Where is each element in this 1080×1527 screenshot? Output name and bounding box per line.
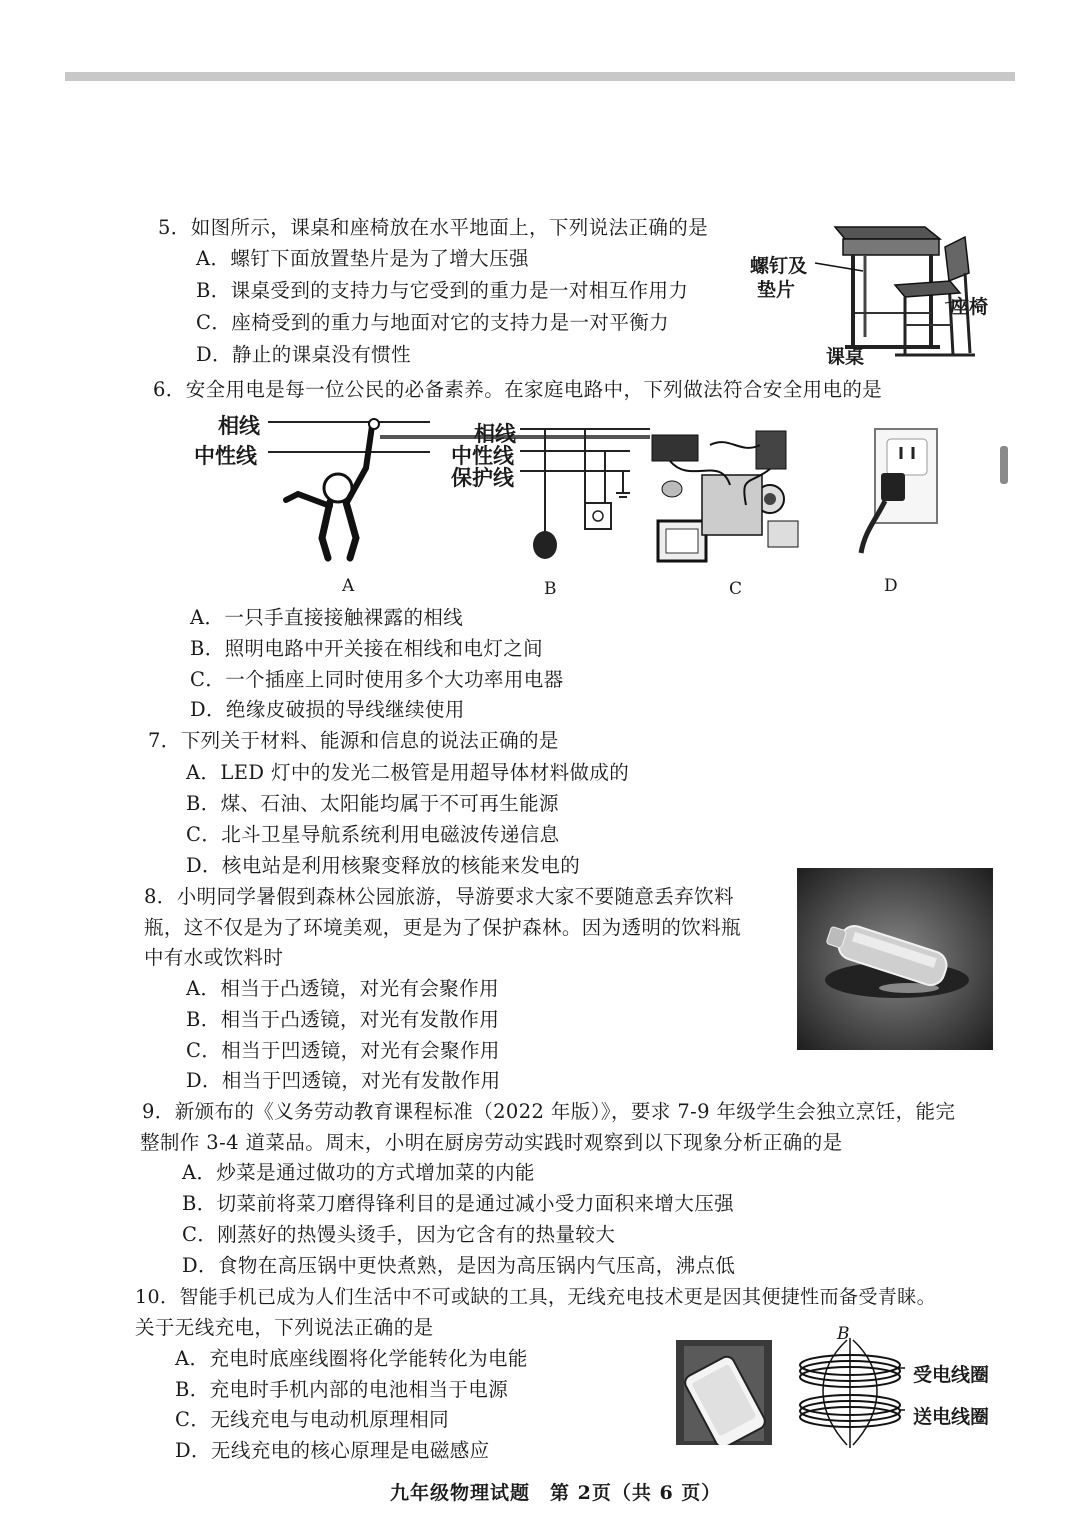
q6-caption-c: C: [729, 579, 743, 599]
q6-a-label-neutral: 中性线: [194, 444, 257, 468]
q6-caption-a: A: [342, 576, 355, 596]
q9-stem-line1: 9．新颁布的《义务劳动教育课程标准（2022 年版）》，要求 7-9 年级学生会独立烹饪，能完: [142, 1100, 956, 1123]
q6-option-c: C．一个插座上同时使用多个大功率用电器: [190, 668, 564, 691]
q8-option-d: D．相当于凹透镜，对光有发散作用: [186, 1069, 501, 1092]
bottle-photo: [797, 868, 993, 1050]
q9-option-b: B．切菜前将菜刀磨得锋利目的是通过减小受力面积来增大压强: [182, 1192, 735, 1215]
q8-stem-line3: 中有水或饮料时: [144, 946, 284, 969]
q10-option-b: B．充电时手机内部的电池相当于电源: [175, 1378, 509, 1401]
top-border: [65, 72, 1015, 81]
q8-stem-line1: 8．小明同学暑假到森林公园旅游，导游要求大家不要随意丢弃饮料: [144, 885, 734, 908]
q6-option-d: D．绝缘皮破损的导线继续使用: [190, 698, 465, 721]
q10-option-c: C．无线充电与电动机原理相同: [175, 1408, 450, 1431]
q6-stem: 6．安全用电是每一位公民的必备素养。在家庭电路中，下列做法符合安全用电的是: [153, 378, 883, 401]
q10-stem-line2: 关于无线充电，下列说法正确的是: [135, 1316, 434, 1339]
q10-option-a: A．充电时底座线圈将化学能转化为电能: [175, 1347, 528, 1370]
q8-option-b: B．相当于凸透镜，对光有发散作用: [186, 1008, 500, 1031]
scrollbar-thumb[interactable]: [1000, 446, 1008, 484]
q5-option-c: C．座椅受到的重力与地面对它的支持力是一对平衡力: [196, 311, 670, 334]
q10-label-field: B: [837, 1324, 850, 1344]
q5-label-chair: 座椅: [950, 296, 989, 318]
q6-caption-b: B: [544, 579, 557, 599]
q10-label-receive-coil: 受电线圈: [913, 1364, 990, 1386]
q6-figure-d: [835, 425, 945, 555]
q10-stem-line1: 10．智能手机已成为人们生活中不可或缺的工具，无线充电技术更是因其便捷性而备受青睐。: [135, 1286, 936, 1308]
q10-option-d: D．无线充电的核心原理是电磁感应: [175, 1439, 490, 1462]
phone-charger-photo: [676, 1340, 772, 1445]
q6-caption-d: D: [884, 576, 898, 596]
q6-b-label-neutral: 中性线: [451, 444, 514, 468]
q5-option-d: D．静止的课桌没有惯性: [196, 343, 412, 366]
q9-option-d: D．食物在高压锅中更快煮熟，是因为高压锅内气压高，沸点低: [182, 1254, 736, 1277]
q5-label-washer: 垫片: [757, 279, 796, 301]
q8-stem-line2: 瓶，这不仅是为了环境美观，更是为了保护森林。因为透明的饮料瓶: [144, 916, 742, 939]
q6-a-label-live: 相线: [218, 414, 260, 438]
q6-option-a: A．一只手直接接触裸露的相线: [190, 606, 464, 629]
q5-label-desk: 课桌: [826, 346, 865, 368]
q5-stem: 5．如图所示，课桌和座椅放在水平地面上，下列说法正确的是: [158, 216, 709, 239]
q9-stem-line2: 整制作 3-4 道菜品。周末，小明在厨房劳动实践时观察到以下现象分析正确的是: [140, 1131, 843, 1154]
q5-option-b: B．课桌受到的支持力与它受到的重力是一对相互作用力: [196, 279, 689, 302]
q6-option-b: B．照明电路中开关接在相线和电灯之间: [190, 637, 544, 660]
q6-b-label-live: 相线: [474, 422, 516, 446]
q5-option-a: A．螺钉下面放置垫片是为了增大压强: [196, 247, 529, 270]
q7-option-c: C．北斗卫星导航系统利用电磁波传递信息: [186, 823, 560, 846]
coil-diagram: [795, 1330, 905, 1450]
q5-label-screw: 螺钉及: [750, 255, 808, 277]
q6-b-label-ground: 保护线: [451, 466, 514, 490]
q9-option-a: A．炒菜是通过做功的方式增加菜的内能: [182, 1161, 535, 1184]
q6-figure-c: [650, 425, 820, 570]
q7-stem: 7．下列关于材料、能源和信息的说法正确的是: [148, 729, 559, 752]
q9-option-c: C．刚蒸好的热馒头烫手，因为它含有的热量较大: [182, 1223, 616, 1246]
q8-option-c: C．相当于凹透镜，对光有会聚作用: [186, 1039, 500, 1062]
q10-label-send-coil: 送电线圈: [913, 1406, 990, 1428]
q7-option-d: D．核电站是利用核聚变释放的核能来发电的: [186, 854, 581, 877]
q7-option-b: B．煤、石油、太阳能均属于不可再生能源: [186, 792, 559, 815]
q7-option-a: A．LED 灯中的发光二极管是用超导体材料做成的: [186, 761, 630, 784]
page-footer: 九年级物理试题 第 2页（共 6 页）: [390, 1482, 722, 1504]
q8-option-a: A．相当于凸透镜，对光有会聚作用: [186, 977, 499, 1000]
